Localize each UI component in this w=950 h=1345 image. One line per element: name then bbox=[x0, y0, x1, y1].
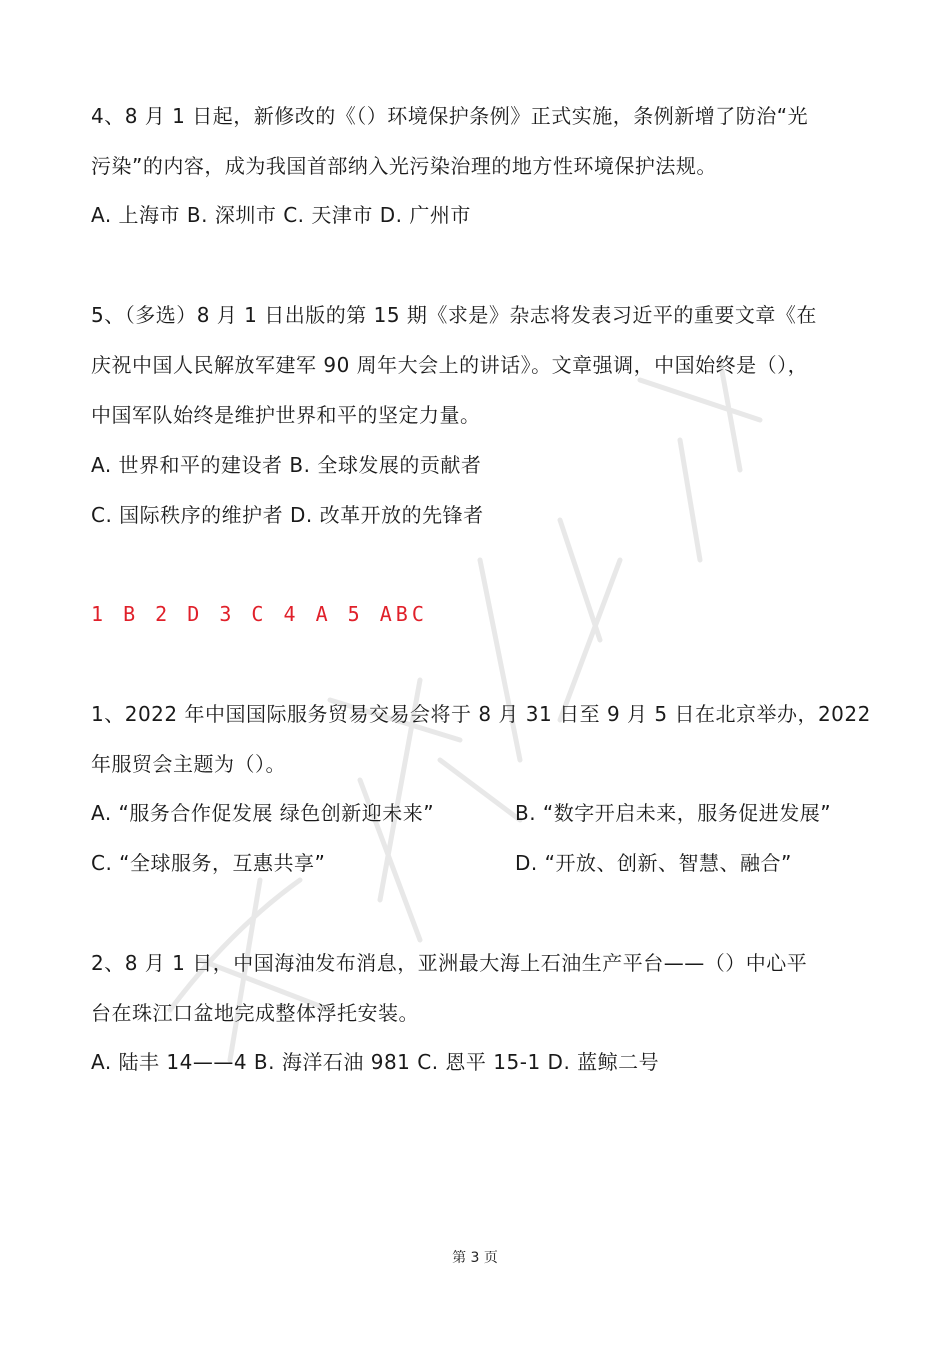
question-4-line-2: 污染”的内容，成为我国首部纳入光污染治理的地方性环境保护法规。 bbox=[91, 154, 717, 178]
question-1-option-d: D. “开放、创新、智慧、融合” bbox=[515, 851, 792, 875]
question-5-options-1: A. 世界和平的建设者 B. 全球发展的贡献者 bbox=[91, 453, 482, 477]
answer-key: 1 B 2 D 3 C 4 A 5 ABC bbox=[91, 602, 428, 626]
question-5-options-2: C. 国际秩序的维护者 D. 改革开放的先锋者 bbox=[91, 503, 484, 527]
question-4-line-1: 4、8 月 1 日起，新修改的《（）环境保护条例》正式实施，条例新增了防治“光 bbox=[91, 104, 809, 128]
question-1-line-1: 1、2022 年中国国际服务贸易交易会将于 8 月 31 日至 9 月 5 日在北京举办，2022 bbox=[91, 702, 871, 726]
question-4-options: A. 上海市 B. 深圳市 C. 天津市 D. 广州市 bbox=[91, 203, 471, 227]
question-5-line-3: 中国军队始终是维护世界和平的坚定力量。 bbox=[91, 403, 481, 427]
question-2-options: A. 陆丰 14——4 B. 海洋石油 981 C. 恩平 15-1 D. 蓝鲸二号 bbox=[91, 1050, 660, 1074]
question-1-option-c: C. “全球服务，互惠共享” bbox=[91, 851, 326, 875]
question-1-line-2: 年服贸会主题为（）。 bbox=[91, 752, 286, 776]
question-5-line-1: 5、（多选）8 月 1 日出版的第 15 期《求是》杂志将发表习近平的重要文章《在 bbox=[91, 303, 817, 327]
question-1-option-b: B. “数字开启未来，服务促进发展” bbox=[515, 801, 832, 825]
page-number: 第 3 页 bbox=[452, 1250, 498, 1266]
question-2-line-1: 2、8 月 1 日，中国海油发布消息，亚洲最大海上石油生产平台——（）中心平 bbox=[91, 951, 808, 975]
question-2-line-2: 台在珠江口盆地完成整体浮托安装。 bbox=[91, 1001, 419, 1025]
question-1-option-a: A. “服务合作促发展 绿色创新迎未来” bbox=[91, 801, 435, 825]
question-5-line-2: 庆祝中国人民解放军建军 90 周年大会上的讲话》。文章强调，中国始终是（）， bbox=[91, 353, 809, 377]
